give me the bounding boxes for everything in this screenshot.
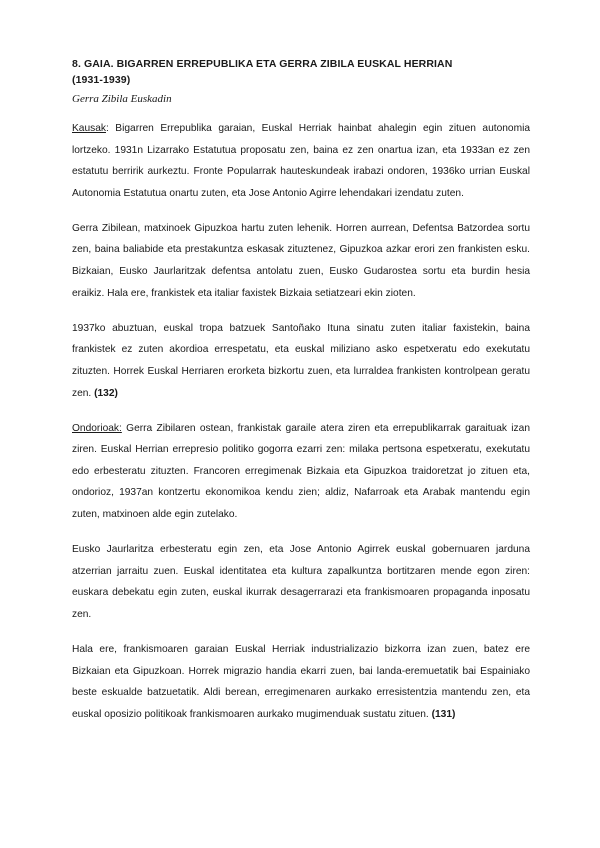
document-title xyxy=(72,56,530,88)
title-line-2: (1931-1939) xyxy=(72,74,131,86)
paragraph-1937 xyxy=(72,318,530,404)
paragraph-text: Gerra Zibilaren ostean, frankistak garaile atera ziren eta errepublikarrak garaituak izan ziren. Euskal Herrian errepresio politiko gogorra ezarri zen: milaka pertsona espetxeratu, exekutatu edo erbesteratu zituzten. Francoren erregimenak Bizkaia eta Gipuzkoa traidoretzat jo zituen eta, ondorioz, 1937an kontzertu ekonomikoa kendu zien; aldiz, Nafarroak eta Arabak mantendu egin zuten, matxinoen alde egin zutelako. xyxy=(72,422,530,520)
paragraph-text: Hala ere, frankismoaren garaian Euskal Herriak industrializazio bizkorra izan zuen, batez ere Bizkaian eta Gipuzkoan. Horrek migrazio handia ekarri zuen, bai landa-eremuetatik bai Espainiako beste eskualde batzuetatik. Aldi berean, erregimenaren aurkako erresistentzia mantendu zen, eta euskal oposizio politikoak frankismoaren aurkako mugimenduak sustatu zituen. xyxy=(72,643,530,720)
paragraph-eusko-jaurlaritza xyxy=(72,539,530,625)
paragraph-text: Gerra Zibilean, matxinoek Gipuzkoa hartu zuten lehenik. Horren aurrean, Defentsa Batzordea sortu zen, baina baliabide eta prestakuntza eskasak zituztenez, Gipuzkoa azkar erori zen frankisten esku. Bizkaian, Eusko Jaurlaritzak defentsa antolatu zuen, Eusko Gudarostea sortu eta burdin hesia eraikiz. Hala ere, frankistek eta italiar faxistek Bizkaia setiatzeari ekin zioten. xyxy=(72,222,530,299)
page-reference: (132) xyxy=(94,387,118,399)
paragraph-ondorioak xyxy=(72,418,530,526)
paragraph-text: Eusko Jaurlaritza erbesteratu egin zen, eta Jose Antonio Agirrek euskal gobernuaren jarduna atzerrian jarraitu zuen. Euskal identitatea eta kultura zapalkuntza bortitzaren mende egon ziren: euskara debekatu egin zuten, euskal ikurrak desagerrarazi eta frankismoaren propaganda inposatu zen. xyxy=(72,544,530,620)
title-line-1: 8. GAIA. BIGARREN ERREPUBLIKA ETA GERRA ZIBILA EUSKAL HERRIAN xyxy=(72,58,453,70)
paragraph-kausak xyxy=(72,118,530,204)
section-heading-ondorioak: Ondorioak: xyxy=(72,422,122,434)
section-heading-kausak: Kausak xyxy=(72,123,106,134)
paragraph-text: : Bigarren Errepublika garaian, Euskal Herriak hainbat ahalegin egin zituen autonomia lortzeko. 1931n Lizarrako Estatutua proposatu zen, baina ez zen onartua izan, eta 1933an ez zen estatutu berririk aurkeztu. Fronte Popularrak hauteskundeak irabazi ondoren, 1936ko urrian Euskal Autonomia Estatutua onartu zuten, eta Jose Antonio Agirre lehendakari izendatu zuten. xyxy=(72,123,530,199)
page-reference: (131) xyxy=(431,708,456,720)
paragraph-industrializazioa xyxy=(72,639,530,725)
paragraph-gerra-zibilean xyxy=(72,218,530,304)
document-subtitle: Gerra Zibila Euskadin xyxy=(72,93,172,105)
paragraph-text: 1937ko abuztuan, euskal tropa batzuek Santoñako Ituna sinatu zuten italiar faxistekin, baina frankistek ez zuten akordioa errespetatu, eta euskal miliziano asko espetxeratu edo exekutatu zituzten. Horrek Euskal Herriaren erorketa bizkortu zuen, eta lurraldea frankisten kontrolpean geratu zen. xyxy=(72,322,530,399)
